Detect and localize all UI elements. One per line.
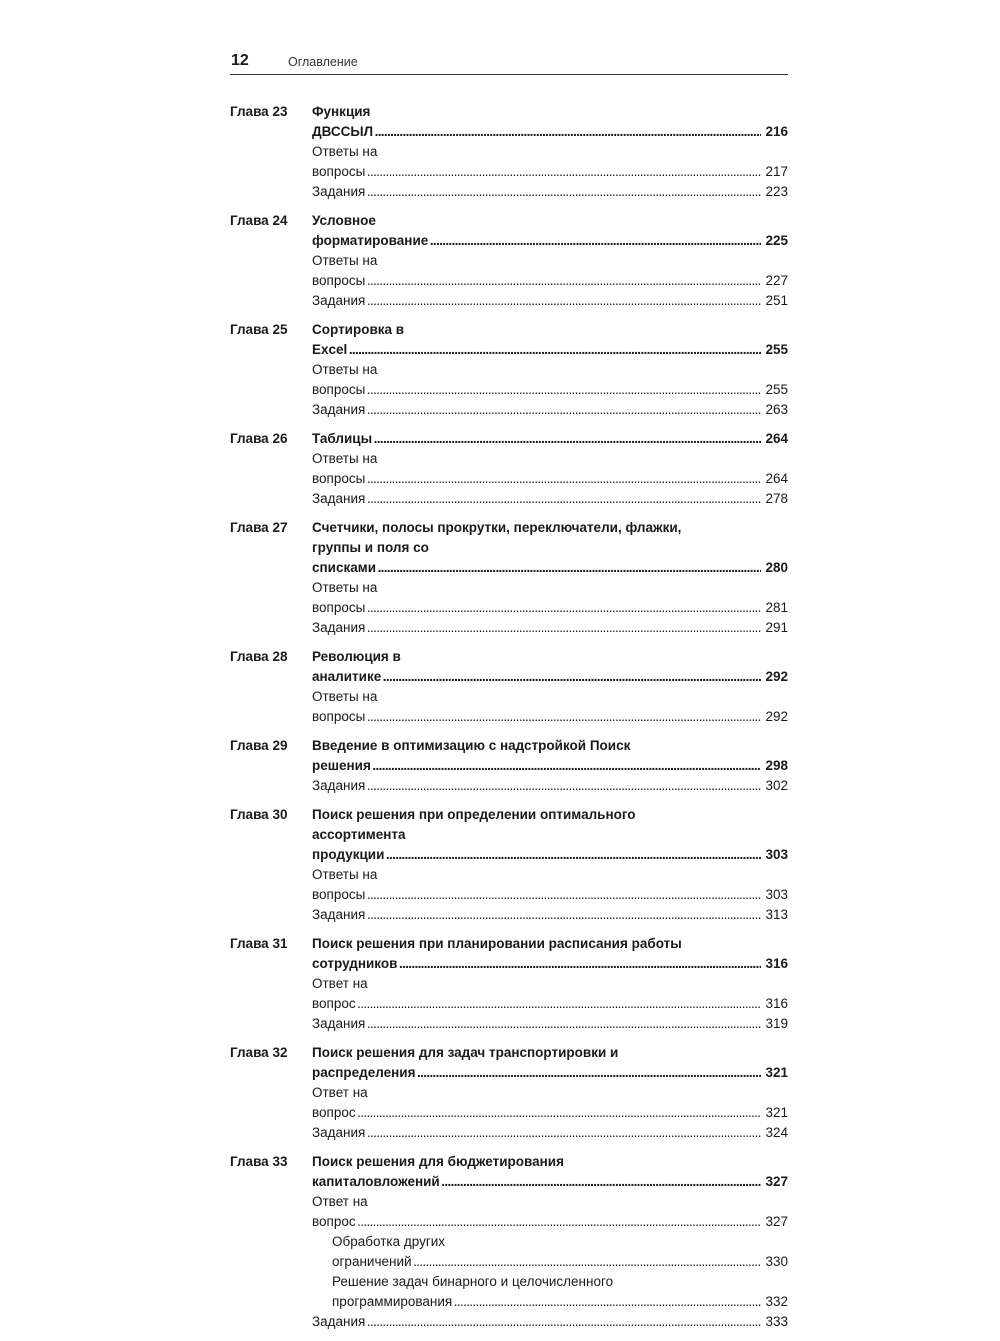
entry-title: Задания . . . — [312, 1125, 787, 1140]
chapter-title: Счетчики, полосы прокрутки, переключатели, флажки, группы и поля со списками . . . — [312, 520, 788, 575]
entry-page: 316 — [761, 994, 788, 1014]
entry-title: Обработка других ограничений . . . — [332, 1234, 788, 1269]
chapter-page: 255 — [761, 340, 788, 360]
chapter-label: Глава 28 — [230, 649, 288, 664]
entry-page: 333 — [761, 1312, 788, 1332]
chapter-page: 327 — [761, 1172, 788, 1192]
chapter-label: Глава 29 — [230, 738, 288, 753]
chapter-title-entry[interactable] — [312, 211, 788, 251]
chapter-title: Введение в оптимизацию с надстройкой Поиск решения . . . — [312, 738, 788, 773]
entry-title: Решение задач бинарного и целочисленного программирования . . . — [332, 1274, 788, 1309]
toc-entry[interactable] — [312, 142, 788, 182]
chapter-page: 298 — [761, 756, 788, 776]
toc-entry[interactable] — [312, 578, 788, 618]
chapter-label: Глава 33 — [230, 1154, 288, 1169]
chapter-label: Глава 32 — [230, 1045, 288, 1060]
toc-entry[interactable] — [312, 1123, 788, 1143]
chapter-title-entry[interactable] — [312, 518, 788, 578]
chapter-title-entry[interactable] — [312, 1043, 788, 1083]
toc-entry[interactable] — [312, 776, 788, 796]
chapter-title: Поиск решения при определении оптимального ассортимента продукции . . . — [312, 807, 788, 862]
toc-chapter — [230, 736, 788, 796]
chapter-title: Поиск решения при планировании расписания работы сотрудников . . . — [312, 936, 788, 971]
toc-entry[interactable] — [312, 360, 788, 400]
entry-title: Ответы на вопросы . . . — [312, 362, 787, 397]
toc-entry[interactable] — [312, 251, 788, 291]
entry-page: 313 — [761, 905, 788, 925]
toc-entry[interactable] — [312, 1192, 788, 1232]
chapter-label: Глава 27 — [230, 520, 288, 535]
toc-chapter — [230, 518, 788, 638]
chapter-label: Глава 25 — [230, 322, 288, 337]
entry-title: Ответы на вопросы . . . — [312, 580, 787, 615]
toc-entry[interactable] — [312, 1083, 788, 1123]
entry-page: 223 — [761, 182, 788, 202]
chapter-label: Глава 30 — [230, 807, 288, 822]
toc-chapter — [230, 647, 788, 727]
toc-entry[interactable] — [332, 1272, 788, 1312]
entry-title: Ответы на вопросы . . . — [312, 451, 787, 486]
entry-page: 330 — [761, 1252, 788, 1272]
chapter-title: Условное форматирование . . . — [312, 213, 788, 248]
toc-chapter — [230, 805, 788, 925]
toc-entry[interactable] — [332, 1232, 788, 1272]
entry-page: 324 — [761, 1123, 788, 1143]
chapter-page: 321 — [761, 1063, 788, 1083]
entry-title: Ответы на вопросы . . . — [312, 144, 787, 179]
table-of-contents — [230, 102, 788, 1341]
entry-title: Ответы на вопросы . . . — [312, 253, 787, 288]
entry-title: Ответ на вопрос . . . — [312, 1085, 777, 1120]
toc-chapter — [230, 429, 788, 509]
entry-title: Задания . . . — [312, 491, 787, 506]
entry-title: Ответы на вопросы . . . — [312, 867, 787, 902]
running-title: Оглавление — [288, 55, 358, 69]
entry-page: 332 — [761, 1292, 788, 1312]
toc-entry[interactable] — [312, 865, 788, 905]
chapter-title: Поиск решения для бюджетирования капиталовложений . . . — [312, 1154, 788, 1189]
toc-entry[interactable] — [312, 1014, 788, 1034]
toc-chapter — [230, 934, 788, 1034]
toc-entry[interactable] — [312, 974, 788, 1014]
entry-page: 264 — [761, 469, 788, 489]
toc-entry[interactable] — [312, 618, 788, 638]
chapter-title: Функция ДВССЫЛ . . . — [312, 104, 788, 139]
entry-page: 319 — [761, 1014, 788, 1034]
toc-entry[interactable] — [312, 400, 788, 420]
chapter-page: 264 — [761, 429, 788, 449]
entry-title: Задания . . . — [312, 293, 787, 308]
chapter-label: Глава 24 — [230, 213, 288, 228]
toc-chapter — [230, 1043, 788, 1143]
entry-page: 217 — [761, 162, 788, 182]
chapter-page: 225 — [761, 231, 788, 251]
chapter-label: Глава 31 — [230, 936, 288, 951]
chapter-label: Глава 26 — [230, 431, 288, 446]
toc-chapter — [230, 320, 788, 420]
chapter-title-entry[interactable] — [312, 805, 788, 865]
chapter-title: Революция в аналитике . . . — [312, 649, 788, 684]
chapter-page: 280 — [761, 558, 788, 578]
chapter-page: 292 — [761, 667, 788, 687]
entry-page: 302 — [761, 776, 788, 796]
entry-title: Задания . . . — [312, 1016, 787, 1031]
entry-title: Задания . . . — [312, 184, 787, 199]
entry-title: Задания . . . — [312, 620, 787, 635]
page-number: 12 — [231, 52, 249, 69]
toc-chapter — [230, 211, 788, 311]
toc-entry[interactable] — [312, 1312, 788, 1332]
entry-page: 303 — [761, 885, 788, 905]
entry-page: 227 — [761, 271, 788, 291]
entry-page: 292 — [761, 707, 788, 727]
chapter-title: Таблицы . . . — [312, 431, 788, 446]
entry-page: 327 — [761, 1212, 788, 1232]
entry-title: Ответ на вопрос . . . — [312, 1194, 777, 1229]
toc-entry[interactable] — [312, 687, 788, 727]
entry-page: 263 — [761, 400, 788, 420]
toc-entry[interactable] — [312, 449, 788, 489]
toc-chapter — [230, 1152, 788, 1332]
entry-title: Ответы на вопросы . . . — [312, 689, 787, 724]
page-header — [230, 52, 788, 75]
chapter-page: 216 — [761, 122, 788, 142]
entry-title: Задания . . . — [312, 1314, 787, 1329]
entry-page: 278 — [761, 489, 788, 509]
entry-title: Задания . . . — [312, 402, 787, 417]
chapter-title-entry[interactable] — [312, 1152, 788, 1192]
chapter-label: Глава 23 — [230, 104, 288, 119]
toc-chapter — [230, 102, 788, 202]
chapter-title-entry[interactable] — [312, 934, 788, 974]
chapter-title: Сортировка в Excel . . . — [312, 322, 769, 357]
chapter-title-entry[interactable] — [312, 429, 788, 449]
entry-page: 291 — [761, 618, 788, 638]
entry-page: 321 — [761, 1103, 788, 1123]
entry-title: Ответ на вопрос . . . — [312, 976, 777, 1011]
chapter-title-entry[interactable] — [312, 736, 788, 776]
chapter-title-entry[interactable] — [312, 320, 788, 360]
entry-title: Задания . . . — [312, 778, 787, 793]
chapter-title-entry[interactable] — [312, 647, 788, 687]
entry-page: 255 — [761, 380, 788, 400]
entry-title: Задания . . . — [312, 907, 787, 922]
toc-entry[interactable] — [312, 291, 788, 311]
toc-entry[interactable] — [312, 489, 788, 509]
entry-page: 251 — [761, 291, 788, 311]
chapter-title-entry[interactable] — [312, 102, 788, 142]
chapter-page: 303 — [761, 845, 788, 865]
toc-entry[interactable] — [312, 905, 788, 925]
toc-entry[interactable] — [312, 182, 788, 202]
entry-page: 281 — [761, 598, 788, 618]
chapter-page: 316 — [761, 954, 788, 974]
chapter-title: Поиск решения для задач транспортировки и распределения . . . — [312, 1045, 788, 1080]
